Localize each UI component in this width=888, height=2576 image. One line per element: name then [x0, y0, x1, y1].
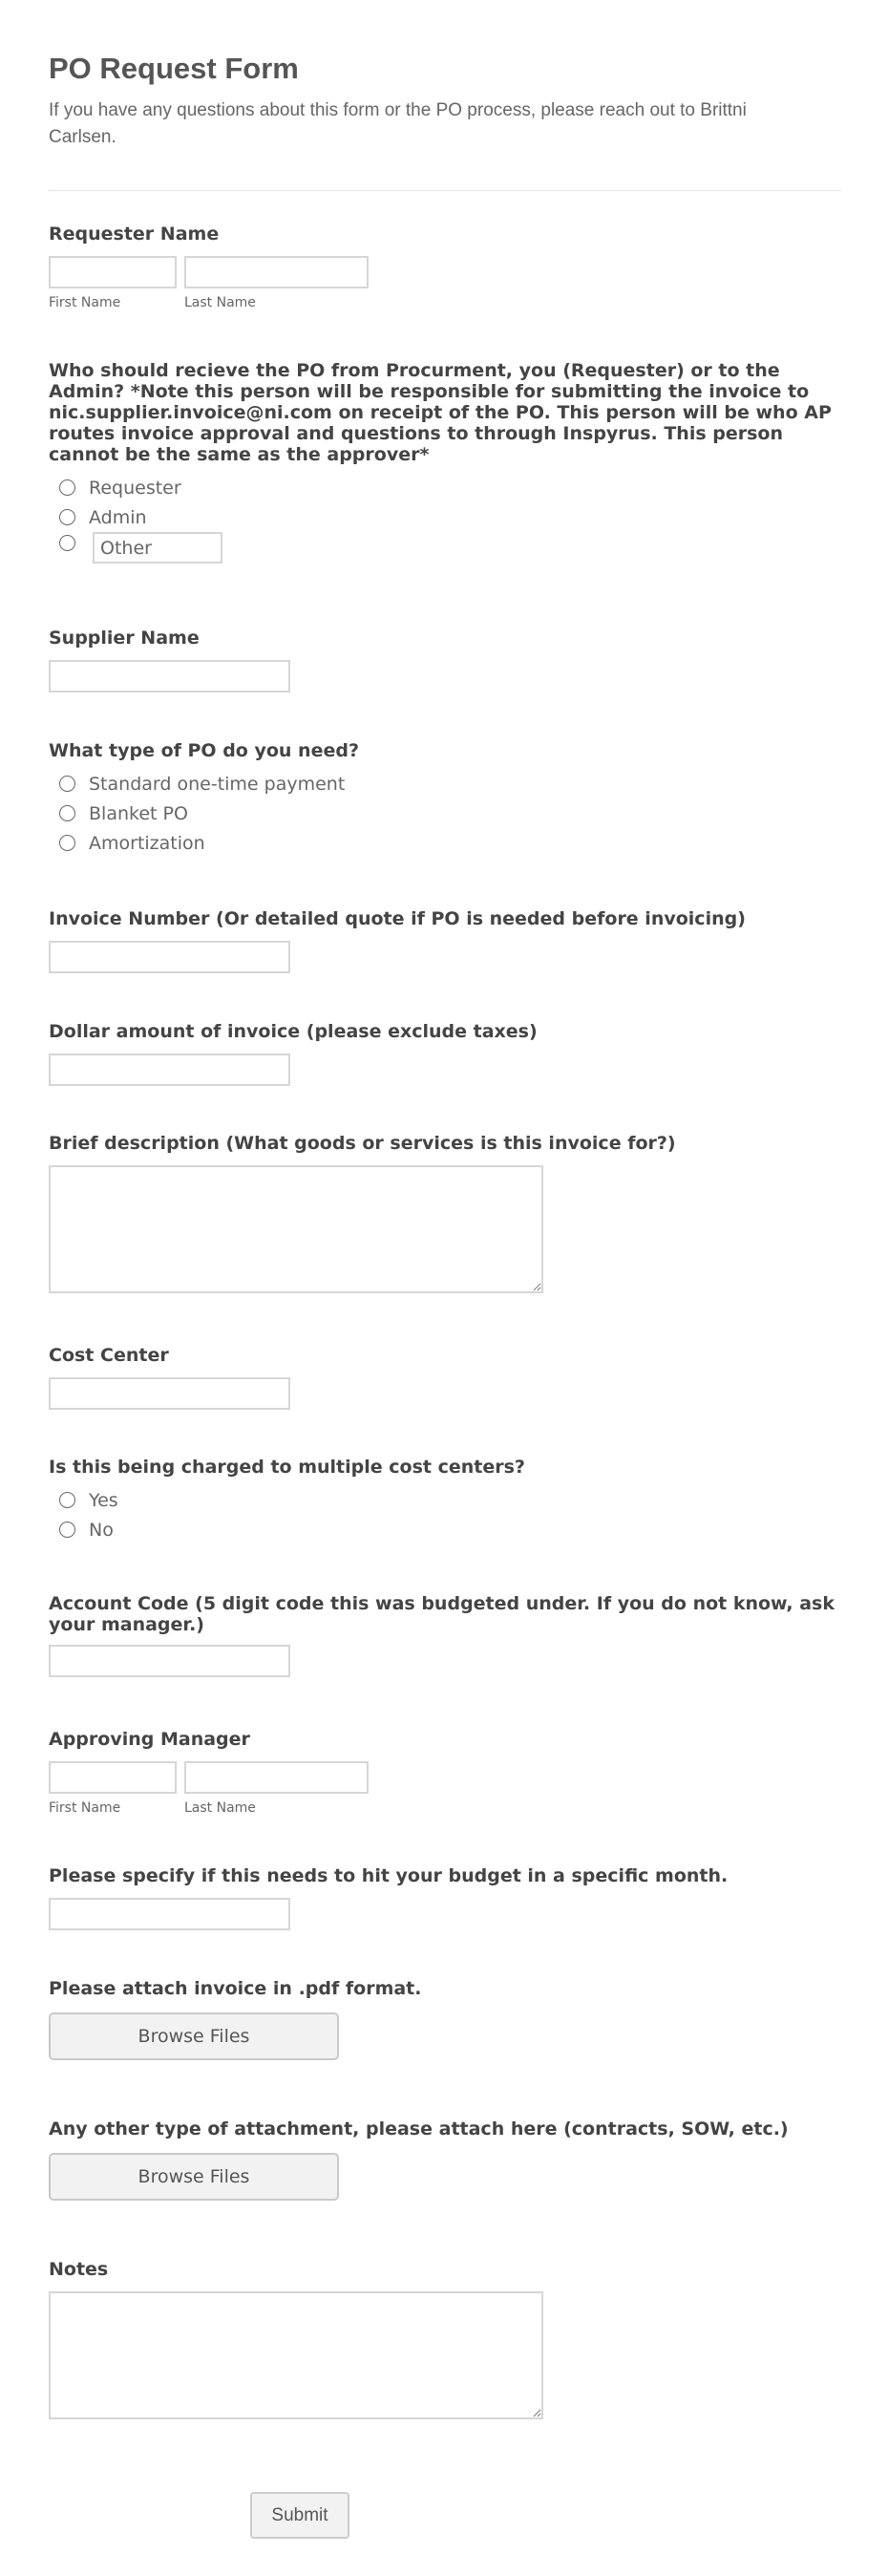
multiple-cost-centers-option-yes[interactable] — [49, 1485, 841, 1515]
invoice-attachment-field — [49, 1978, 841, 2060]
radio-button[interactable] — [59, 835, 75, 851]
invoice-attachment-label: Please attach invoice in .pdf format. — [49, 1978, 422, 1999]
header-divider — [49, 190, 841, 191]
dollar-amount-field — [49, 1021, 841, 1086]
notes-field — [49, 2259, 841, 2419]
invoice-number-field — [49, 908, 841, 973]
requester-first-name-input[interactable] — [49, 256, 177, 288]
dollar-amount-input[interactable] — [49, 1054, 290, 1086]
brief-description-textarea[interactable] — [49, 1165, 543, 1293]
approving-manager-label: Approving Manager — [49, 1729, 250, 1750]
multiple-cost-centers-options — [49, 1485, 841, 1544]
po-recipient-field — [49, 360, 841, 568]
invoice-number-input[interactable] — [49, 941, 290, 973]
manager-last-name-input[interactable] — [184, 1761, 369, 1794]
other-browse-files-button[interactable]: Browse Files — [49, 2153, 339, 2201]
requester-last-name-sublabel: Last Name — [184, 295, 256, 310]
form-title: PO Request Form — [49, 52, 299, 85]
po-type-option-amortization[interactable] — [49, 828, 841, 858]
requester-first-name-sublabel: First Name — [49, 295, 121, 310]
submit-button[interactable]: Submit — [250, 2492, 349, 2539]
po-type-label: What type of PO do you need? — [49, 740, 359, 761]
requester-name-label: Requester Name — [49, 224, 220, 245]
po-recipient-options — [49, 473, 841, 568]
option-label: Yes — [89, 1489, 118, 1511]
manager-last-name-sublabel: Last Name — [184, 1800, 256, 1816]
po-type-option-blanket[interactable] — [49, 798, 841, 828]
radio-button[interactable] — [59, 776, 75, 792]
dollar-amount-label: Dollar amount of invoice (please exclude taxes) — [49, 1021, 538, 1042]
multiple-cost-centers-field — [49, 1457, 841, 1544]
po-recipient-option-other[interactable] — [49, 532, 841, 568]
po-type-option-standard[interactable] — [49, 769, 841, 798]
radio-button[interactable] — [59, 1522, 75, 1538]
other-attachment-label: Any other type of attachment, please attach here (contracts, SOW, etc.) — [49, 2118, 789, 2140]
radio-button[interactable] — [59, 479, 75, 496]
manager-first-name-sublabel: First Name — [49, 1800, 121, 1816]
supplier-name-input[interactable] — [49, 660, 290, 692]
supplier-name-field — [49, 628, 841, 692]
po-type-field — [49, 740, 841, 858]
option-label: Blanket PO — [89, 802, 188, 824]
requester-name-field — [49, 224, 841, 310]
option-label: Standard one-time payment — [89, 773, 346, 795]
account-code-input[interactable] — [49, 1645, 290, 1677]
account-code-field — [49, 1593, 841, 1677]
invoice-number-label: Invoice Number (Or detailed quote if PO is needed before invoicing) — [49, 908, 746, 929]
radio-button[interactable] — [59, 535, 75, 551]
manager-first-name-input[interactable] — [49, 1761, 177, 1794]
notes-label: Notes — [49, 2259, 109, 2280]
po-recipient-option-admin[interactable] — [49, 502, 841, 532]
approving-manager-field — [49, 1729, 841, 1816]
multiple-cost-centers-label: Is this being charged to multiple cost centers? — [49, 1457, 525, 1478]
option-label: Amortization — [89, 832, 205, 854]
other-attachment-field — [49, 2118, 841, 2201]
option-label: Admin — [89, 506, 147, 528]
po-recipient-label: Who should recieve the PO from Procurment, you (Requester) or to the Admin? *Note this person will be responsible for submitting the invoice to nic.supplier.invoice@ni.com on receipt of the PO. This person will be who AP routes invoice approval and questions to through Inspyrus. This person cannot be the same as the approver* — [49, 360, 832, 465]
notes-textarea[interactable] — [49, 2291, 543, 2419]
invoice-browse-files-button[interactable]: Browse Files — [49, 2012, 339, 2060]
budget-month-field — [49, 1865, 841, 1930]
cost-center-field — [49, 1345, 841, 1410]
brief-description-field — [49, 1133, 841, 1293]
form-header — [49, 52, 841, 151]
po-recipient-option-requester[interactable] — [49, 473, 841, 502]
option-label: Requester — [89, 477, 181, 499]
cost-center-input[interactable] — [49, 1377, 290, 1410]
radio-button[interactable] — [59, 1492, 75, 1508]
form-description: If you have any questions about this form or the PO process, please reach out to Brittni Carlsen. — [49, 100, 747, 147]
radio-button[interactable] — [59, 805, 75, 821]
cost-center-label: Cost Center — [49, 1345, 169, 1366]
option-label: No — [89, 1519, 114, 1541]
supplier-name-label: Supplier Name — [49, 628, 200, 649]
account-code-label: Account Code (5 digit code this was budgeted under. If you do not know, ask your manager.) — [49, 1593, 835, 1635]
requester-last-name-input[interactable] — [184, 256, 369, 288]
multiple-cost-centers-option-no[interactable] — [49, 1515, 841, 1544]
budget-month-label: Please specify if this needs to hit your budget in a specific month. — [49, 1865, 729, 1886]
po-type-options — [49, 769, 841, 858]
radio-button[interactable] — [59, 509, 75, 525]
brief-description-label: Brief description (What goods or services is this invoice for?) — [49, 1133, 676, 1154]
po-recipient-other-input[interactable]: Other — [93, 532, 222, 564]
budget-month-input[interactable] — [49, 1898, 290, 1930]
